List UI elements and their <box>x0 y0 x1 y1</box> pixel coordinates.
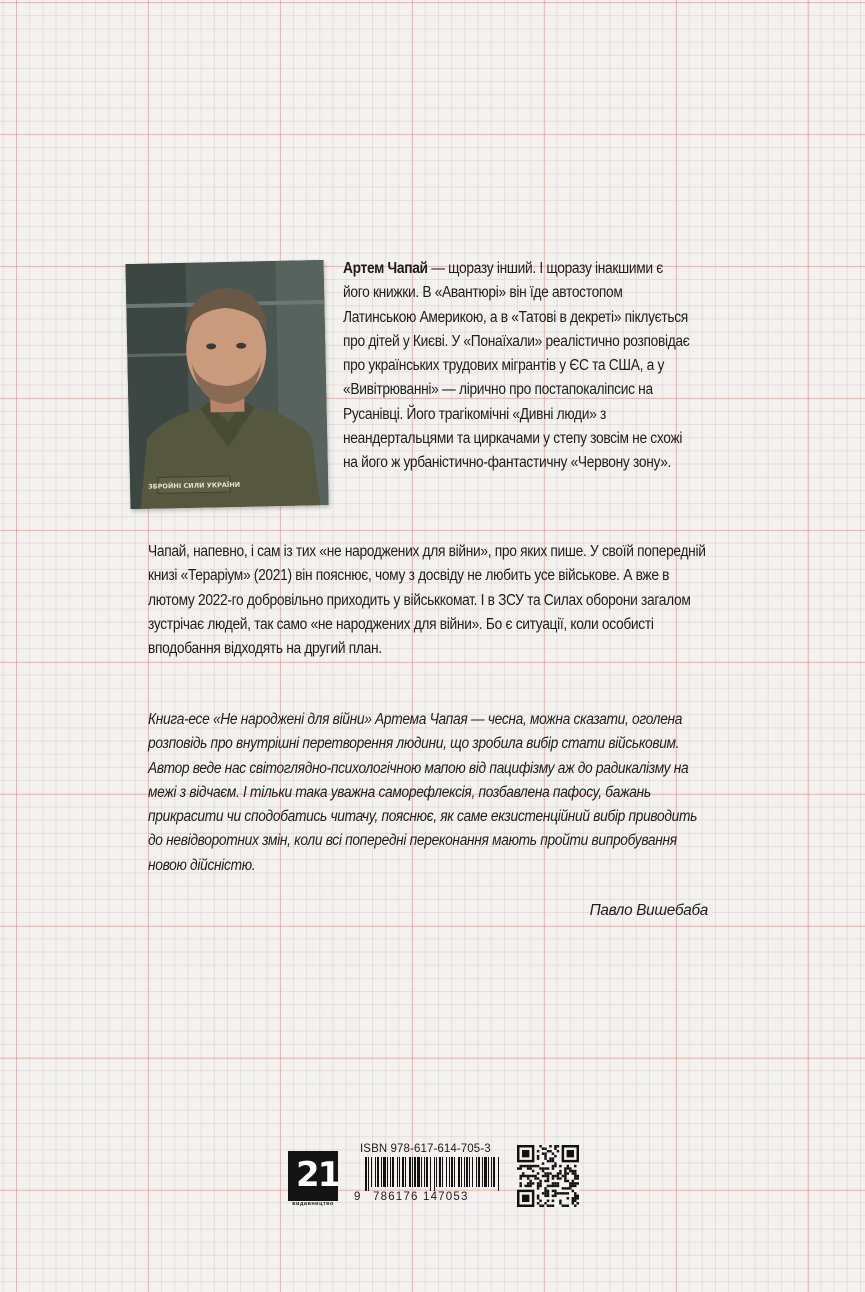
qr-module <box>547 1150 549 1152</box>
qr-module <box>574 1200 576 1202</box>
barcode-bar <box>414 1157 416 1187</box>
author-bio <box>343 257 690 476</box>
barcode-bar <box>424 1157 425 1187</box>
qr-module <box>557 1172 559 1174</box>
qr-module <box>527 1167 529 1169</box>
barcode-bar <box>469 1157 470 1187</box>
qr-module <box>577 1177 579 1179</box>
qr-module <box>554 1147 556 1149</box>
qr-module <box>519 1177 521 1179</box>
barcode-bar <box>387 1157 388 1187</box>
review-quote: Книга-есе «Не народжені для війни» Артема Чапая — чесна, можна сказати, оголена розповідь про внутрішні перетворення людини, що зробила вибір стати військовим. Автор веде нас світоглядно-психологічною мапою від пацифізму аж до радикалізму на межі з відчаєм. І тільки така уважна саморефлексія, позбавлена пафосу, бажань прикрасити чи сподобатись читачу, пояснює, як саме екзистенційний вибір приводить до невідворотних змін, коли всі попередні переконання мають пройти випробування новою дійсністю. <box>148 711 698 874</box>
qr-module <box>529 1165 531 1167</box>
qr-module <box>539 1145 541 1147</box>
publisher-logo-text: 21 <box>296 1155 340 1195</box>
qr-module <box>527 1175 529 1177</box>
qr-module <box>552 1152 554 1154</box>
qr-module <box>552 1165 554 1167</box>
barcode-bar <box>377 1157 379 1187</box>
qr-module <box>559 1165 561 1167</box>
qr-module <box>567 1205 569 1207</box>
qr-module <box>542 1162 544 1164</box>
isbn-barcode <box>365 1157 499 1191</box>
qr-module <box>537 1185 539 1187</box>
qr-module <box>564 1175 566 1177</box>
qr-module <box>567 1172 569 1174</box>
qr-module <box>547 1205 549 1207</box>
qr-module <box>537 1182 539 1184</box>
qr-module <box>559 1200 561 1202</box>
qr-module <box>547 1192 549 1194</box>
qr-module <box>522 1172 524 1174</box>
isbn-label: ISBN 978-617-614-705-3 <box>360 1143 491 1155</box>
qr-module <box>567 1150 574 1157</box>
qr-module <box>544 1180 546 1182</box>
qr-module <box>524 1175 526 1177</box>
qr-module <box>547 1167 549 1169</box>
qr-module <box>522 1175 524 1177</box>
qr-module <box>552 1160 554 1162</box>
qr-module <box>567 1167 569 1169</box>
qr-module <box>537 1157 539 1159</box>
qr-module <box>554 1162 556 1164</box>
qr-module <box>549 1145 551 1147</box>
barcode-bar <box>421 1157 422 1187</box>
qr-module <box>562 1175 564 1177</box>
barcode-bar <box>392 1157 394 1187</box>
barcode-bar <box>488 1157 489 1187</box>
qr-module <box>554 1195 556 1197</box>
qr-module <box>547 1185 549 1187</box>
qr-module <box>517 1167 519 1169</box>
qr-module <box>574 1197 576 1199</box>
qr-module <box>552 1177 554 1179</box>
qr-module <box>532 1175 534 1177</box>
qr-module <box>539 1167 541 1169</box>
barcode-bar <box>466 1157 468 1187</box>
qr-module <box>549 1150 551 1152</box>
qr-module <box>567 1197 569 1199</box>
barcode-bar <box>371 1157 372 1187</box>
qr-module <box>577 1182 579 1184</box>
qr-module <box>552 1185 554 1187</box>
qr-module <box>564 1167 566 1169</box>
qr-module <box>542 1147 544 1149</box>
barcode-bar <box>446 1157 447 1187</box>
barcode-bar <box>390 1157 391 1187</box>
qr-module <box>574 1205 576 1207</box>
qr-module <box>539 1182 541 1184</box>
barcode-bar <box>399 1157 400 1187</box>
qr-module <box>522 1150 529 1157</box>
qr-module <box>557 1145 559 1147</box>
qr-module <box>557 1150 559 1152</box>
barcode-bar <box>476 1157 477 1187</box>
qr-module <box>532 1165 534 1167</box>
barcode-bar <box>461 1157 462 1187</box>
qr-module <box>547 1180 549 1182</box>
qr-module <box>574 1192 576 1194</box>
qr-module <box>537 1150 539 1152</box>
qr-module <box>547 1175 549 1177</box>
qr-module <box>547 1190 549 1192</box>
qr-module <box>549 1185 551 1187</box>
qr-module <box>552 1200 554 1202</box>
qr-module <box>552 1190 554 1192</box>
qr-module <box>559 1202 561 1204</box>
barcode-bar <box>434 1157 435 1191</box>
qr-module <box>547 1160 549 1162</box>
qr-module <box>554 1192 556 1194</box>
qr-module <box>527 1185 529 1187</box>
qr-module <box>572 1182 574 1184</box>
qr-module <box>544 1187 546 1189</box>
qr-module <box>574 1172 576 1174</box>
qr-module <box>562 1187 564 1189</box>
qr-module <box>557 1185 559 1187</box>
qr-module <box>537 1197 539 1199</box>
qr-module <box>572 1190 574 1192</box>
author-name: Артем Чапай <box>343 260 428 277</box>
qr-module <box>532 1182 534 1184</box>
qr-module <box>544 1157 546 1159</box>
qr-module <box>564 1170 566 1172</box>
qr-module <box>554 1175 556 1177</box>
barcode-bar <box>430 1157 431 1191</box>
qr-module <box>539 1205 541 1207</box>
qr-module <box>564 1187 566 1189</box>
qr-module <box>564 1180 566 1182</box>
barcode-bar <box>449 1157 450 1187</box>
qr-module <box>547 1172 549 1174</box>
description-paragraph: Чапай, напевно, і сам із тих «не народжених для війни», про яких пише. У своїй попередній книзі «Тераріум» (2021) він пояснює, чому з досвіду не любить усе військове. А вже в лютому 2022-го добровільно приходить у військкомат. І в ЗСУ та Силах оборони загалом зустрічає людей, так само «не народжених для війни». Бо є ситуації, коли особисті вподобання відходять на другий план. <box>148 543 706 658</box>
qr-module <box>574 1170 576 1172</box>
barcode-bar <box>498 1157 499 1191</box>
qr-module <box>577 1197 579 1199</box>
qr-module <box>552 1195 554 1197</box>
barcode-bar <box>381 1157 382 1187</box>
qr-module <box>527 1177 529 1179</box>
qr-module <box>574 1177 576 1179</box>
qr-module <box>557 1175 559 1177</box>
qr-module <box>547 1195 549 1197</box>
qr-module <box>567 1165 569 1167</box>
barcode-bar <box>491 1157 492 1187</box>
author-bio-text: — щоразу інший. І щоразу інакшими є його книжки. В «Авантюрі» він їде автостопом Латинською Америкою, а в «Татові в декреті» піклується про дітей у Києві. У «Понаїхали» реалістично розповідає про українських трудових мігрантів у ЄС та США, а у «Вивітрюванні» — лірично про постапокаліпсис на Русанівці. Його трагікомічні «Дивні люди» з неандертальцями та циркачами у степу зовсім не схожі на його ж урбаністично-фантастичну «Червону зону». <box>343 260 690 472</box>
qr-module <box>552 1205 554 1207</box>
qr-module <box>524 1185 526 1187</box>
qr-module <box>567 1187 569 1189</box>
barcode-bar <box>417 1157 420 1187</box>
barcode-bar <box>478 1157 480 1187</box>
qr-module <box>542 1152 544 1154</box>
qr-module <box>557 1177 559 1179</box>
qr-module <box>554 1190 556 1192</box>
qr-module <box>559 1172 561 1174</box>
qr-code <box>517 1145 579 1207</box>
barcode-bar <box>409 1157 411 1187</box>
barcode-bar <box>365 1157 367 1191</box>
barcode-bar <box>451 1157 453 1187</box>
qr-module <box>522 1195 529 1202</box>
qr-module <box>542 1170 544 1172</box>
qr-module <box>542 1175 544 1177</box>
qr-module <box>544 1172 546 1174</box>
qr-module <box>572 1172 574 1174</box>
barcode-bar <box>402 1157 404 1187</box>
qr-module <box>574 1185 576 1187</box>
qr-module <box>572 1170 574 1172</box>
barcode-bar <box>436 1157 437 1187</box>
qr-module <box>572 1197 574 1199</box>
qr-module <box>562 1205 564 1207</box>
review-signature: Павло Вишебаба <box>589 902 708 919</box>
qr-module <box>569 1167 571 1169</box>
qr-module <box>537 1177 539 1179</box>
qr-module <box>552 1182 554 1184</box>
qr-module <box>539 1185 541 1187</box>
publisher-logo <box>288 1151 338 1201</box>
author-portrait-illustration <box>125 260 328 509</box>
author-photo <box>125 260 328 509</box>
qr-module <box>519 1175 521 1177</box>
qr-module <box>559 1170 561 1172</box>
isbn-barcode-digits: 786176 147053 <box>373 1191 469 1203</box>
barcode-bar <box>368 1157 369 1191</box>
barcode-bar <box>472 1157 473 1187</box>
qr-module <box>552 1167 554 1169</box>
qr-module <box>554 1185 556 1187</box>
qr-module <box>569 1185 571 1187</box>
qr-module <box>544 1167 546 1169</box>
qr-module <box>574 1165 576 1167</box>
qr-module <box>552 1157 554 1159</box>
qr-module <box>569 1170 571 1172</box>
qr-module <box>534 1165 536 1167</box>
qr-module <box>537 1202 539 1204</box>
qr-module <box>542 1205 544 1207</box>
barcode-bar <box>375 1157 376 1187</box>
barcode-bar <box>458 1157 460 1187</box>
qr-module <box>574 1195 576 1197</box>
qr-module <box>537 1195 539 1197</box>
qr-module <box>529 1182 531 1184</box>
qr-module <box>544 1190 546 1192</box>
qr-module <box>564 1177 566 1179</box>
qr-module <box>574 1175 576 1177</box>
qr-module <box>537 1187 539 1189</box>
qr-module <box>544 1192 546 1194</box>
qr-module <box>544 1175 546 1177</box>
barcode-bar <box>482 1157 483 1187</box>
qr-module <box>577 1202 579 1204</box>
qr-module <box>564 1172 566 1174</box>
qr-module <box>549 1172 551 1174</box>
qr-module <box>539 1200 541 1202</box>
qr-module <box>519 1165 521 1167</box>
barcode-bar <box>397 1157 398 1187</box>
qr-module <box>564 1205 566 1207</box>
qr-module <box>567 1180 569 1182</box>
qr-module <box>549 1160 551 1162</box>
barcode-bar <box>412 1157 413 1187</box>
qr-module <box>527 1182 529 1184</box>
qr-module <box>547 1177 549 1179</box>
qr-module <box>562 1192 564 1194</box>
qr-module <box>557 1182 559 1184</box>
qr-module <box>537 1172 539 1174</box>
qr-module <box>519 1167 521 1169</box>
qr-module <box>574 1182 576 1184</box>
qr-module <box>534 1177 536 1179</box>
barcode-bar <box>493 1157 495 1187</box>
qr-module <box>549 1205 551 1207</box>
qr-module <box>572 1180 574 1182</box>
qr-module <box>542 1167 544 1169</box>
qr-module <box>559 1177 561 1179</box>
qr-module <box>569 1182 571 1184</box>
qr-module <box>554 1182 556 1184</box>
qr-module <box>564 1192 566 1194</box>
qr-module <box>524 1165 526 1167</box>
qr-module <box>532 1170 534 1172</box>
qr-module <box>529 1167 531 1169</box>
qr-module <box>539 1180 541 1182</box>
qr-module <box>567 1192 569 1194</box>
qr-module <box>529 1175 531 1177</box>
qr-module <box>537 1165 539 1167</box>
qr-module <box>554 1155 556 1157</box>
barcode-bar <box>464 1157 465 1187</box>
barcode-bar <box>454 1157 455 1187</box>
qr-module <box>554 1145 556 1147</box>
qr-module <box>557 1192 559 1194</box>
qr-module <box>534 1175 536 1177</box>
barcode-bar <box>405 1157 406 1187</box>
qr-module <box>544 1195 546 1197</box>
qr-module <box>572 1200 574 1202</box>
publisher-caption: видавництво <box>292 1201 334 1207</box>
barcode-bar <box>426 1157 428 1187</box>
qr-module <box>552 1175 554 1177</box>
barcode-bar <box>484 1157 487 1187</box>
qr-module <box>519 1182 521 1184</box>
uniform-patch-text: ЗБРОЙНІ СИЛИ УКРАЇНИ <box>147 480 241 491</box>
qr-module <box>572 1185 574 1187</box>
barcode-bar <box>383 1157 386 1187</box>
qr-module <box>522 1165 524 1167</box>
qr-module <box>544 1152 546 1154</box>
qr-module <box>544 1155 546 1157</box>
qr-module <box>547 1200 549 1202</box>
barcode-bar <box>439 1157 441 1187</box>
qr-module <box>572 1202 574 1204</box>
qr-module <box>577 1195 579 1197</box>
qr-module <box>554 1165 556 1167</box>
barcode-bar <box>442 1157 443 1187</box>
qr-module <box>529 1180 531 1182</box>
isbn-barcode-first-digit: 9 <box>354 1191 361 1203</box>
qr-module <box>544 1202 546 1204</box>
qr-module <box>527 1165 529 1167</box>
qr-module <box>529 1185 531 1187</box>
qr-module <box>549 1157 551 1159</box>
qr-module <box>577 1175 579 1177</box>
qr-module <box>569 1187 571 1189</box>
qr-module <box>537 1155 539 1157</box>
qr-module <box>519 1185 521 1187</box>
qr-module <box>544 1147 546 1149</box>
qr-module <box>542 1192 544 1194</box>
qr-module <box>559 1192 561 1194</box>
